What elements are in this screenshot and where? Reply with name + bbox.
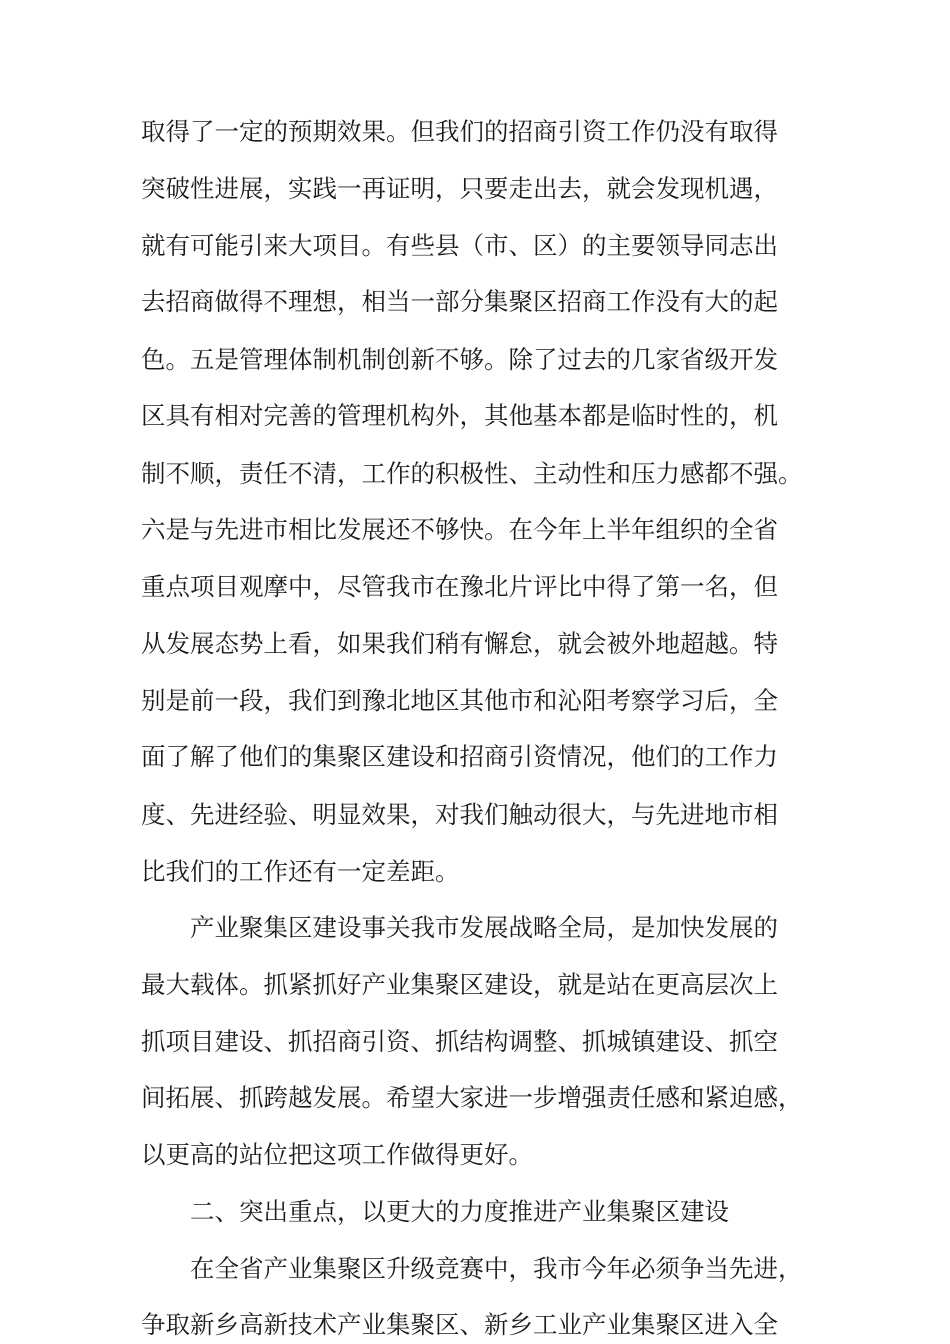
paragraph-first-line: 在全省产业集聚区升级竞赛中，我市今年必须争当先进，: [190, 1254, 803, 1283]
text-line: 度、先进经验、明显效果，对我们触动很大，与先进地市相: [141, 800, 778, 829]
text-line: 以更高的站位把这项工作做得更好。: [141, 1140, 533, 1169]
text-line: 就有可能引来大项目。有些县（市、区）的主要领导同志出: [141, 231, 778, 260]
text-line: 突破性进展，实践一再证明，只要走出去，就会发现机遇，: [141, 174, 778, 203]
text-line: 间拓展、抓跨越发展。希望大家进一步增强责任感和紧迫感，: [141, 1083, 803, 1112]
text-line: 取得了一定的预期效果。但我们的招商引资工作仍没有取得: [141, 117, 778, 146]
paragraph-first-line: 产业聚集区建设事关我市发展战略全局，是加快发展的: [190, 913, 778, 942]
text-line: 抓项目建设、抓招商引资、抓结构调整、抓城镇建设、抓空: [141, 1027, 778, 1056]
text-line: 六是与先进市相比发展还不够快。在今年上半年组织的全省: [141, 515, 778, 544]
text-line: 重点项目观摩中，尽管我市在豫北片评比中得了第一名，但: [141, 572, 778, 601]
text-line: 争取新乡高新技术产业集聚区、新乡工业产业集聚区进入全: [141, 1310, 778, 1339]
text-line: 面了解了他们的集聚区建设和招商引资情况，他们的工作力: [141, 742, 778, 771]
text-line: 制不顺，责任不清，工作的积极性、主动性和压力感都不强。: [141, 459, 803, 488]
text-line: 比我们的工作还有一定差距。: [141, 857, 460, 886]
text-line: 最大载体。抓紧抓好产业集聚区建设，就是站在更高层次上: [141, 970, 778, 999]
text-line: 区具有相对完善的管理机构外，其他基本都是临时性的，机: [141, 401, 778, 430]
text-line: 色。五是管理体制机制创新不够。除了过去的几家省级开发: [141, 345, 778, 374]
text-line: 去招商做得不理想，相当一部分集聚区招商工作没有大的起: [141, 287, 778, 316]
text-line: 别是前一段，我们到豫北地区其他市和沁阳考察学习后，全: [141, 686, 778, 715]
text-line: 从发展态势上看，如果我们稍有懈怠，就会被外地超越。特: [141, 629, 778, 658]
section-heading: 二、突出重点，以更大的力度推进产业集聚区建设: [190, 1197, 729, 1226]
